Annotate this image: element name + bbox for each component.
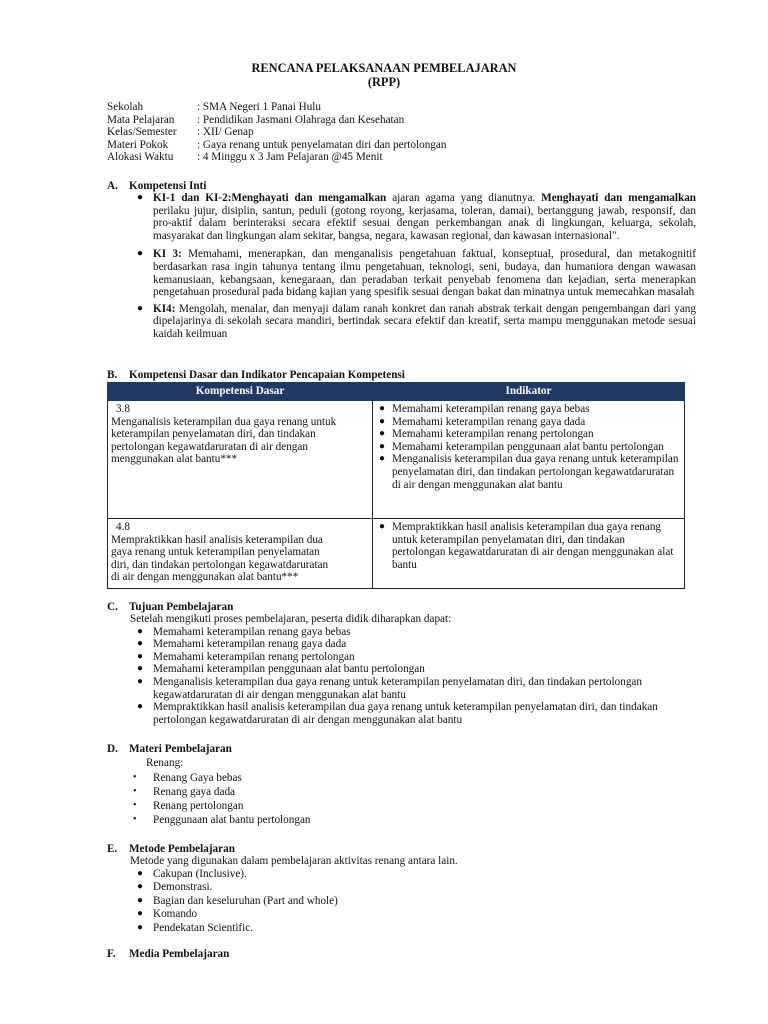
table-row [108,401,685,519]
list-item: ● Memahami keterampilan penggunaan alat bantu pertolongan [379,440,664,453]
column-header-kd: Kompetensi Dasar [108,383,373,401]
kd-cell: 4.8Mempraktikkan hasil analisis keterampilan dua gaya renang untuk keterampilan penyelamatan diri, dan tindakan pertolongan kegawatdaruratan di air dengan menggunakan alat bantu*** [108,519,373,589]
list-item: ● Cakupan (Inclusive). [137,867,247,880]
metode-intro: Metode yang digunakan dalam pembelajaran aktivitas renang antara lain. [130,855,458,867]
list-item: ● Komando [137,908,198,921]
tujuan-list [130,613,696,726]
list-item: ● Menganalisis keterampilan dua gaya renang untuk keterampilan penyelamatan diri, dan tindakan pertolongan kegawatdaruratan di air dengan menggunakan alat bantu [137,675,642,701]
section-b-heading: B. Kompetensi Dasar dan Indikator Pencapaian Kompetensi [107,369,405,381]
list-item: ● Mempraktikkan hasil analisis keterampilan dua gaya renang untuk keterampilan penyelamatan diri, dan tindakan pertolongan kegawatdaruratan di air dengan menggunakan alat bantu [137,701,658,726]
ki-4-item: ● KI4: Mengolah, menalar, dan menyaji dalam ranah konkret dan ranah abstrak terkait dengan pengembangan dari yang dipelajarinya di sekolah secara mandiri, bertindak secara efektif dan kreatif, serta mampu menggunakan metode sesuai kaidah keilmuan [137,302,696,340]
section-d-heading: D. Materi Pembelajaran [107,743,232,755]
identity-row-sekolah: Sekolah : SMA Negeri 1 Panai Hulu [107,101,321,113]
section-f-heading: F. Media Pembelajaran [107,948,230,960]
list-item: ● Bagian dan keseluruhan (Part and whole) [137,894,338,907]
list-item: ● Memahami keterampilan renang pertolongan [137,650,355,663]
list-item: ● Pendekatan Scientific. [137,921,254,934]
list-item: ● Menganalisis keterampilan dua gaya renang untuk keterampilan penyelamatan diri, dan tindakan pertolongan kegawatdaruratan di air dengan menggunakan alat bantu [379,453,679,491]
list-item: ● Demonstrasi. [137,881,213,894]
list-item: • Renang gaya dada [133,785,236,798]
materi-list [130,757,696,828]
list-item: ● Memahami keterampilan renang gaya dada [137,638,347,651]
list-item: • Penggunaan alat bantu pertolongan [133,813,311,826]
metode-list [130,855,696,935]
ki-1-2-item: ● KI-1 dan KI-2:Menghayati dan mengamalkan ajaran agama yang dianutnya. Menghayati dan mengamalkan perilaku jujur, disiplin, santun, peduli (gotong royong, kerjasama, toleran, damai), bertanggung jawab, responsif, dan pro-aktif dalam berinteraksi secara efektif sesuai dengan perkembangan anak di lingkungan, keluarga, sekolah, masyarakat dan lingkungan alam sekitar, bangsa, negara, kawasan regional, dan kawasan internasional". [137,192,697,242]
bullet-icon: ● [137,192,144,203]
kd-cell: 3.8Menganalisis keterampilan dua gaya renang untuk keterampilan penyelamatan diri, dan tindakan pertolongan kegawatdaruratan di air dengan menggunakan alat bantu*** [108,401,373,519]
kd-indikator-table [107,382,685,589]
identity-row-materi: Materi Pokok : Gaya renang untuk penyelamatan diri dan pertolongan [107,138,447,151]
column-header-indikator: Indikator [373,383,685,401]
kompetensi-inti-list [130,192,696,341]
identity-row-alokasi: Alokasi Waktu : 4 Minggu x 3 Jam Pelajaran @45 Menit [107,151,383,164]
list-item: ● Memahami keterampilan renang gaya bebas [137,625,351,638]
list-item: ● Memahami keterampilan renang pertolongan [379,428,594,441]
list-item: • Renang pertolongan [133,799,244,812]
list-item: ● Memahami keterampilan renang gaya dada [379,415,586,428]
list-item: ● Mempraktikkan hasil analisis keterampilan dua gaya renang untuk keterampilan penyelamatan diri, dan tindakan pertolongan kegawatdaruratan di air dengan menggunakan alat bantu [379,521,674,571]
list-item: ● Memahami keterampilan renang gaya bebas [379,403,590,415]
section-e-heading: E. Metode Pembelajaran [107,843,235,855]
identity-block [107,101,446,164]
section-a-heading: A. Kompetensi Inti [107,180,207,192]
list-item: ● Memahami keterampilan penggunaan alat bantu pertolongan [137,663,425,676]
document-subtitle: (RPP) [367,75,401,89]
indikator-cell [373,519,685,589]
bullet-icon: ● [137,248,144,260]
indikator-cell [373,401,685,519]
tujuan-intro: Setelah mengikuti proses pembelajaran, peserta didik diharapkan dapat: [130,613,452,625]
document-title: RENCANA PELAKSANAAN PEMBELAJARAN [251,61,517,75]
section-c-heading: C. Tujuan Pembelajaran [107,601,234,613]
bullet-icon: ● [137,302,144,314]
ki-3-item: ● KI 3: Memahami, menerapkan, dan menganalisis pengetahuan faktual, konseptual, prosedural, dan metakognitif berdasarkan rasa ingin tahunya tentang ilmu pengetahuan, teknologi, seni, budaya, dan humaniora dengan wawasan kemanusiaan, kebangsaan, kenegaraan, dan peradaban terkait penyebab fenomena dan kejadian, serta menerapkan pengetahuan prosedural pada bidang kajian yang spesifik sesuai dengan bakat dan minatnya untuk memecahkan masalah [137,248,696,299]
materi-intro: Renang: [146,757,184,769]
identity-row-kelas: Kelas/Semester : XII/ Genap [107,126,254,139]
identity-row-mapel: Mata Pelajaran : Pendidikan Jasmani Olahraga dan Kesehatan [107,113,405,126]
table-row [108,519,685,589]
list-item: • Renang Gaya bebas [133,771,242,784]
